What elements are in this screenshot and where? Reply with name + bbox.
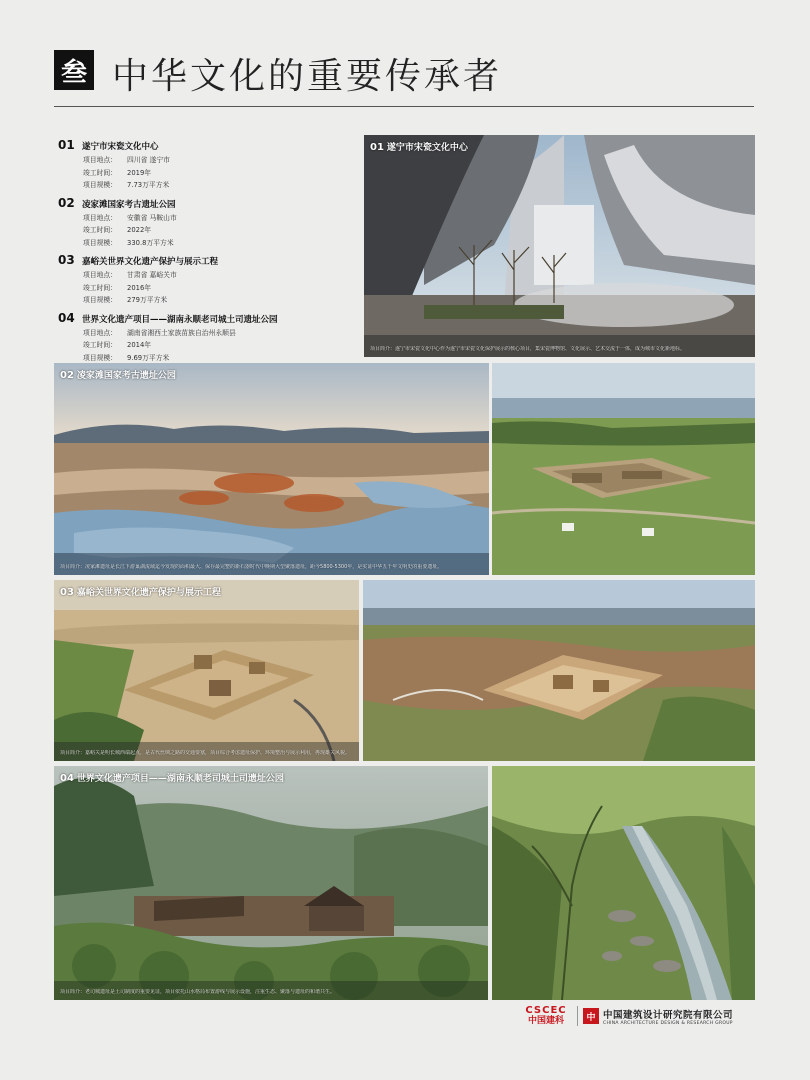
project-name: 遂宁市宋瓷文化中心 [82,142,159,152]
photo-caption: 项目简介：遂宁市宋瓷文化中心作为遂宁市宋瓷文化保护展示的核心项目，集宋瓷博物馆、文化展示、艺术交流于一体，成为城市文化新地标。 [370,346,686,352]
photo-caption: 项目简介：凌家滩遗址是长江下游巢湖流域迄今发现的面积最大、保存最完整的新石器时代中晚期大型聚落遗址，距今5800-5300年，是实证中华五千年文明史的重要遗址。 [60,564,443,570]
photo-label: 02 凌家滩国家考古遗址公园 [60,370,176,381]
section-badge: 叁 [54,50,94,90]
photo-laosicheng-stream [492,766,755,1000]
photo-songci-center [364,135,755,357]
project-item [58,311,358,365]
photo-jiayuguan-fort [54,580,359,761]
header-rule [54,106,754,107]
photo-jiayuguan-aerial [363,580,755,761]
project-detail: 竣工时间： 2014年 [83,341,152,349]
project-name: 凌家滩国家考古遗址公园 [82,199,176,210]
project-name: 嘉峪关世界文化遗产保护与展示工程 [82,257,219,267]
project-detail: 竣工时间： 2022年 [83,226,152,234]
project-detail: 项目规模： 9.69万平方米 [83,353,170,362]
project-detail: 项目规模： 330.8万平方米 [83,238,174,247]
footer-logos [520,1005,755,1027]
project-list [58,138,358,368]
photo-lingjiatan-site [492,363,755,575]
photo-label: 03 嘉峪关世界文化遗产保护与展示工程 [60,587,221,598]
photo-caption: 项目简介：嘉峪关是明长城西端起点，是古代丝绸之路的交通要塞，项目综合考虑遗址保护、环境整治与展示利用，再现雄关风貌。 [60,750,351,756]
project-detail: 项目规模： 7.73万平方米 [83,181,170,189]
project-number: 03 [58,253,75,267]
project-detail: 竣工时间： 2019年 [83,168,152,177]
photo-caption: 项目简介：老司城遗址是土司制度的重要见证，项目依托山水格局布置游线与展示设施，注重生态、聚落与遗址的和谐共生。 [60,989,336,995]
project-item [58,253,358,307]
page-title: 中华文化的重要传承者 [112,56,503,97]
project-detail: 项目规模： 279万平方米 [83,296,168,304]
project-detail: 项目地点： 安徽省 马鞍山市 [83,213,177,222]
logo-divider [577,1006,578,1026]
project-number: 02 [58,195,75,210]
project-item [58,138,358,192]
project-detail: 项目地点： 甘肃省 嘉峪关市 [83,271,177,279]
project-detail: 竣工时间： 2016年 [83,283,152,292]
photo-lingjiatan-aerial [54,363,489,575]
project-number: 04 [58,310,75,325]
project-name: 世界文化遗产项目——湖南永顺老司城土司遗址公园 [82,314,278,325]
project-item [58,196,358,250]
project-number: 01 [58,138,75,152]
photo-label: 01 遂宁市宋瓷文化中心 [370,142,468,153]
photo-label: 04 世界文化遗产项目——湖南永顺老司城土司遗址公园 [60,773,284,784]
project-detail: 项目地点： 四川省 遂宁市 [83,156,170,164]
cadg-logo-icon: 中 [583,1008,599,1024]
project-detail: 项目地点： 湖南省湘西土家族苗族自治州永顺县 [83,328,236,337]
cscec-logo: CSCEC 中国建科 [525,1005,567,1026]
cadg-logo-text: 中国建筑设计研究院有限公司 CHINA ARCHITECTURE DESIGN & RESEARCH GROUP [603,1009,734,1026]
photo-laosicheng-landscape [54,766,488,1000]
page-header [54,46,754,106]
